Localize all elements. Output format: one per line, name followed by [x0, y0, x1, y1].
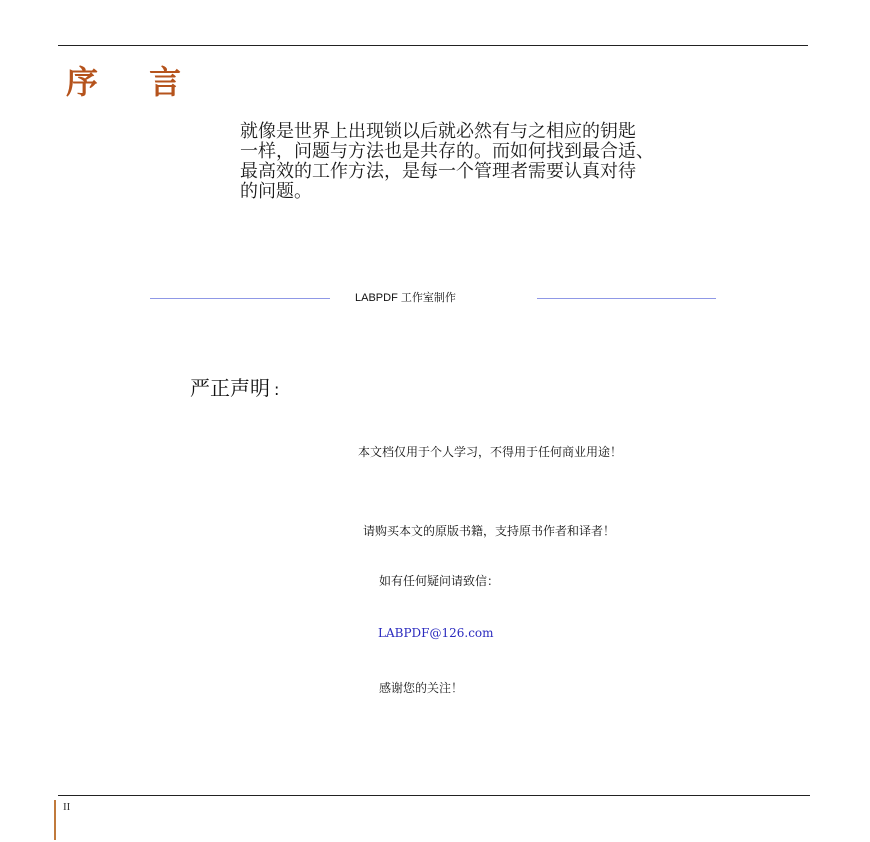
notice-heading [190, 374, 279, 404]
page-title: 序 言 [66, 63, 202, 101]
page-number: II [63, 801, 71, 813]
notice-heading-text: 严正声明 [190, 376, 270, 400]
intro-line: 一样，问题与方法也是共存的。而如何找到最合适、 [240, 141, 654, 162]
notice-personal-use: 本文档仅用于个人学习，不得用于任何商业用途！ [358, 445, 623, 459]
intro-paragraph [240, 122, 800, 202]
studio-label: LABPDF 工作室制作 [355, 292, 456, 304]
intro-line: 最高效的工作方法，是每一个管理者需要认真对待 [240, 161, 636, 182]
studio-divider-right [537, 298, 716, 299]
intro-line: 的问题。 [240, 181, 312, 202]
bottom-rule [58, 795, 810, 796]
studio-divider-left [150, 298, 330, 299]
intro-line: 就像是世界上出现锁以后就必然有与之相应的钥匙 [240, 121, 636, 142]
thanks-text: 感谢您的关注！ [379, 681, 464, 695]
notice-heading-colon: : [274, 380, 280, 399]
notice-contact-prompt: 如有任何疑问请致信： [379, 574, 500, 588]
page-margin-mark [54, 800, 56, 840]
top-rule [58, 45, 808, 46]
contact-email-link[interactable]: LABPDF@126.com [378, 626, 494, 640]
notice-buy-original: 请购买本文的原版书籍，支持原书作者和译者！ [363, 524, 616, 538]
